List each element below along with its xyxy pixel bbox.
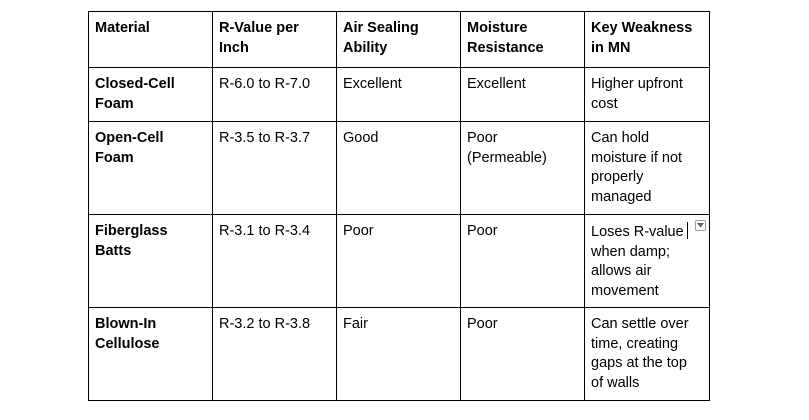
weakness-cell[interactable]: Can settle over time, creating gaps at the top of walls [585, 308, 710, 401]
header-cell-moisture[interactable]: Moisture Resistance [461, 12, 585, 68]
header-cell-r-value[interactable]: R-Value per Inch [213, 12, 337, 68]
comparison-table [88, 11, 710, 401]
table-row [89, 308, 710, 401]
r-value-cell[interactable]: R-3.2 to R-3.8 [213, 308, 337, 401]
moisture-cell[interactable]: Excellent [461, 68, 585, 122]
chevron-down-icon [697, 223, 704, 228]
active-cell-content [591, 222, 703, 301]
material-cell[interactable]: Closed-Cell Foam [89, 68, 213, 122]
cell-menu-button[interactable] [695, 220, 706, 231]
moisture-cell[interactable]: Poor [461, 308, 585, 401]
moisture-cell[interactable]: Poor (Permeable) [461, 122, 585, 215]
r-value-cell[interactable]: R-3.1 to R-3.4 [213, 215, 337, 308]
header-cell-material[interactable]: Material [89, 12, 213, 68]
table-row [89, 215, 710, 308]
table-header-row [89, 12, 710, 68]
table-row [89, 122, 710, 215]
r-value-cell[interactable]: R-3.5 to R-3.7 [213, 122, 337, 215]
air-sealing-cell[interactable]: Good [337, 122, 461, 215]
air-sealing-cell[interactable]: Poor [337, 215, 461, 308]
moisture-cell[interactable]: Poor [461, 215, 585, 308]
weakness-cell[interactable]: Higher upfront cost [585, 68, 710, 122]
header-cell-weakness[interactable]: Key Weakness in MN [585, 12, 710, 68]
material-cell[interactable]: Fiberglass Batts [89, 215, 213, 308]
weakness-cell[interactable]: Can hold moisture if not properly managed [585, 122, 710, 215]
air-sealing-cell[interactable]: Excellent [337, 68, 461, 122]
r-value-cell[interactable]: R-6.0 to R-7.0 [213, 68, 337, 122]
table-row [89, 68, 710, 122]
air-sealing-cell[interactable]: Fair [337, 308, 461, 401]
text-cursor [687, 222, 688, 239]
weakness-cell-text: Loses R-value when damp; allows air movement [591, 224, 688, 299]
material-cell[interactable]: Blown-In Cellulose [89, 308, 213, 401]
header-cell-air-sealing[interactable]: Air Sealing Ability [337, 12, 461, 68]
weakness-cell-active[interactable] [585, 215, 710, 308]
material-cell[interactable]: Open-Cell Foam [89, 122, 213, 215]
